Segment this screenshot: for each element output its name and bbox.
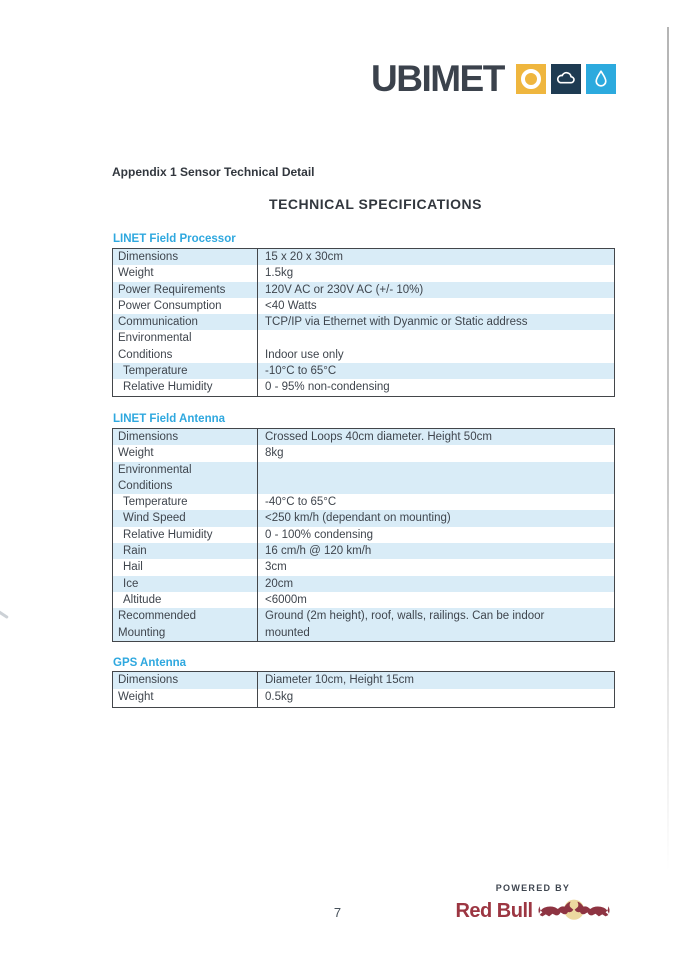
- row-value: Crossed Loops 40cm diameter. Height 50cm: [265, 431, 492, 443]
- row-value: 0.5kg: [265, 691, 294, 704]
- table-linet-field-processor: [112, 248, 615, 397]
- table-gps-antenna: [112, 671, 615, 708]
- table-row: [113, 282, 614, 298]
- table-row: [113, 314, 614, 330]
- row-label: Communication: [113, 314, 258, 330]
- table-row: [113, 330, 614, 363]
- row-value: Ground (2m height), roof, walls, railings. Can be indoor mounted: [265, 610, 545, 639]
- row-label: Weight: [113, 445, 258, 461]
- row-value: 8kg: [265, 447, 284, 460]
- row-value: TCP/IP via Ethernet with Dyanmic or Static address: [265, 316, 528, 329]
- appendix-heading: Appendix 1 Sensor Technical Detail: [112, 165, 315, 179]
- table-row: [113, 462, 614, 495]
- table-row: [113, 527, 614, 543]
- row-value: Indoor use only: [265, 348, 344, 361]
- redbull-logo: [452, 883, 614, 929]
- row-value: -40°C to 65°C: [265, 496, 337, 509]
- row-label: Hail: [113, 559, 258, 575]
- table-row: [113, 689, 614, 706]
- row-value: <40 Watts: [265, 299, 317, 312]
- row-value: 20cm: [265, 577, 294, 590]
- table-row: [113, 298, 614, 314]
- row-value: -10°C to 65°C: [265, 365, 337, 378]
- section-title-gps-antenna: GPS Antenna: [113, 657, 187, 669]
- row-label: Temperature: [113, 494, 258, 510]
- table-row: [113, 608, 614, 641]
- table-linet-field-antenna: [112, 428, 615, 642]
- table-row: [113, 576, 614, 592]
- table-row: [113, 429, 614, 445]
- table-row: [113, 543, 614, 559]
- table-row: [113, 379, 614, 395]
- scan-mark-artifact: [0, 610, 9, 619]
- row-label: Environmental Conditions: [113, 330, 258, 363]
- row-value: 120V AC or 230V AC (+/- 10%): [265, 283, 424, 296]
- ubimet-logo-text: [371, 60, 504, 98]
- row-value: 0 - 100% condensing: [265, 528, 374, 541]
- row-value: 0 - 95% non-condensing: [265, 381, 390, 394]
- row-label: Weight: [113, 265, 258, 281]
- row-label: Recommended Mounting: [113, 608, 258, 641]
- powered-by-label: POWERED BY: [495, 883, 571, 893]
- droplet-icon: [586, 64, 616, 94]
- redbull-wordmark: Red Bull: [455, 900, 533, 922]
- row-label: Weight: [113, 689, 258, 706]
- table-row: [113, 510, 614, 526]
- table-row: [113, 592, 614, 608]
- row-label: Ice: [113, 576, 258, 592]
- row-label: Dimensions: [113, 249, 258, 265]
- table-row: [113, 672, 614, 689]
- table-row: [113, 249, 614, 265]
- row-label: Dimensions: [113, 429, 258, 445]
- page-title: TECHNICAL SPECIFICATIONS: [269, 196, 482, 212]
- row-value: 16 cm/h @ 120 km/h: [265, 545, 372, 558]
- row-label: Relative Humidity: [113, 379, 258, 395]
- table-row: [113, 265, 614, 281]
- section-title-linet-field-processor: LINET Field Processor: [113, 233, 236, 245]
- redbull-bulls-icon: [537, 894, 611, 929]
- row-label: Wind Speed: [113, 510, 258, 526]
- row-value: 1.5kg: [265, 267, 294, 280]
- scan-edge-artifact: [667, 27, 669, 872]
- row-label: Environmental Conditions: [113, 462, 258, 495]
- section-title-linet-field-antenna: LINET Field Antenna: [113, 413, 226, 425]
- table-row: [113, 559, 614, 575]
- ubimet-logo: [371, 60, 616, 98]
- table-row: [113, 363, 614, 379]
- table-row: [113, 445, 614, 461]
- row-value: Diameter 10cm, Height 15cm: [265, 674, 414, 686]
- row-label: Temperature: [113, 363, 258, 379]
- row-label: Dimensions: [113, 672, 258, 689]
- row-value: 15 x 20 x 30cm: [265, 251, 343, 263]
- table-row: [113, 494, 614, 510]
- row-value: [258, 462, 614, 495]
- logo-text-ubi: UBI: [371, 58, 431, 99]
- row-value: <250 km/h (dependant on mounting): [265, 512, 451, 525]
- row-label: Rain: [113, 543, 258, 559]
- logo-text-met: MET: [430, 58, 504, 99]
- row-label: Power Requirements: [113, 282, 258, 298]
- logo-weather-tiles: [511, 64, 616, 94]
- row-value: 3cm: [265, 561, 287, 574]
- row-value: <6000m: [265, 593, 307, 606]
- cloud-icon: [551, 64, 581, 94]
- page-number: 7: [333, 905, 342, 920]
- row-label: Relative Humidity: [113, 527, 258, 543]
- sun-icon: [516, 64, 546, 94]
- row-label: Power Consumption: [113, 298, 258, 314]
- row-label: Altitude: [113, 592, 258, 608]
